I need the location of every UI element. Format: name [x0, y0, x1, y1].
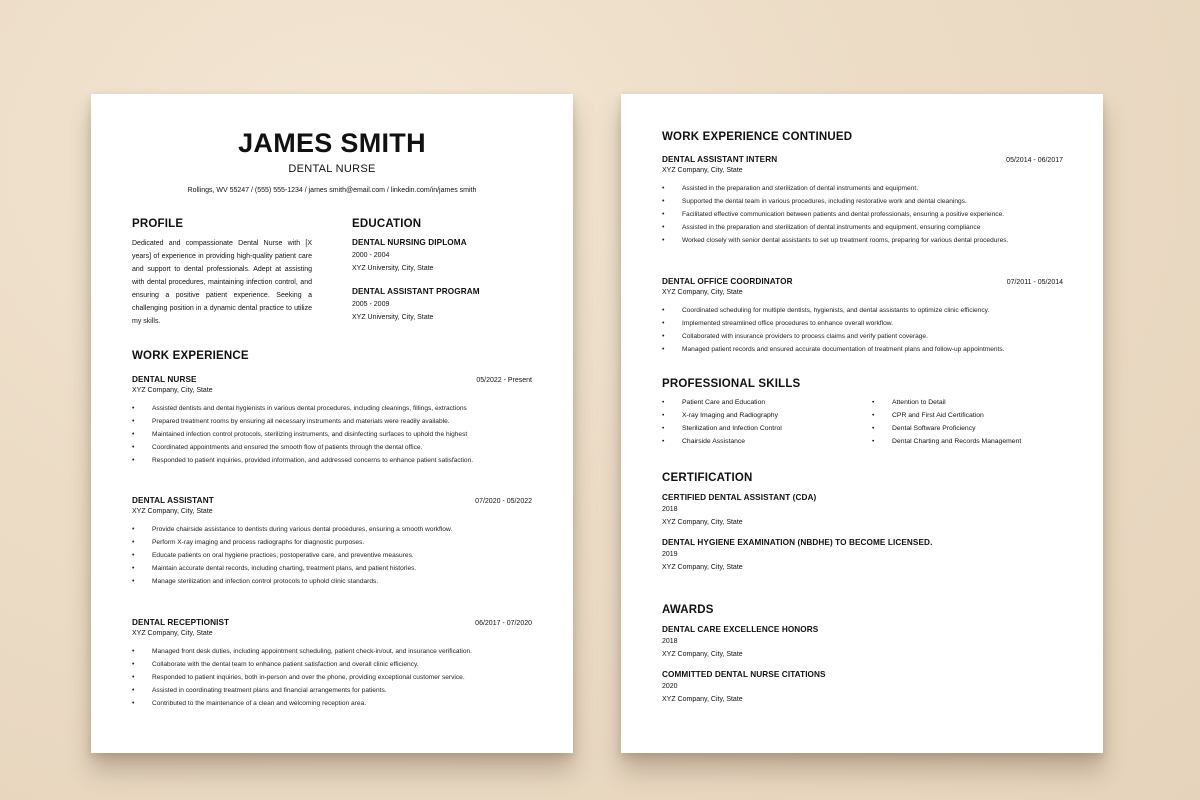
job-entry — [132, 496, 532, 588]
education-section — [352, 218, 542, 324]
job-entry — [132, 618, 532, 710]
job-bullet: • Managed front desk duties, including appointment scheduling, patient check-in/out, and insurance verification. — [132, 645, 532, 658]
job-bullet: • Contributed to the maintenance of a clean and welcoming reception area. — [132, 697, 532, 710]
resume-page-1 — [91, 94, 573, 753]
job-bullet: • Coordinated scheduling for multiple dentists, hygienists, and dental assistants to optimize clinic efficiency. — [662, 304, 1063, 317]
job-title: DENTAL RECEPTIONIST — [132, 618, 230, 627]
job-title: DENTAL ASSISTANT INTERN — [662, 155, 778, 164]
job-bullet: • Educate patients on oral hygiene practices, postoperative care, and preventive measures. — [132, 549, 532, 562]
skills-heading: PROFESSIONAL SKILLS — [662, 378, 801, 390]
skill-item: • Dental Software Proficiency — [872, 422, 1082, 435]
job-bullet: • Provide chairside assistance to dentists during various dental procedures, ensuring a smooth workflow. — [132, 523, 532, 536]
job-company: XYZ Company, City, State — [132, 387, 213, 394]
profile-heading: PROFILE — [132, 218, 184, 230]
job-bullet: • Perform X-ray imaging and process radiographs for diagnostic purposes. — [132, 536, 532, 549]
work-experience-heading-block — [132, 350, 532, 362]
job-dates: 05/2022 - Present — [476, 377, 532, 384]
job-bullet: • Supported the dental team in various procedures, including restorative work and dental cleanings. — [662, 195, 1063, 208]
awards-heading: AWARDS — [662, 604, 714, 616]
job-bullet: • Maintained infection control protocols, sterilizing instruments, and disinfecting surfaces to uphold the highest — [132, 428, 532, 441]
job-dates: 07/2020 - 05/2022 — [475, 498, 532, 505]
job-bullet: • Coordinated appointments and ensured the smooth flow of patients through the dental office. — [132, 441, 532, 454]
certification-place: XYZ Company, City, State — [662, 519, 743, 526]
job-company: XYZ Company, City, State — [662, 167, 743, 174]
job-bullets — [662, 304, 1063, 356]
certification-heading: CERTIFICATION — [662, 472, 753, 484]
job-company: XYZ Company, City, State — [132, 630, 213, 637]
resume-page-2 — [621, 94, 1103, 753]
certification-title: DENTAL HYGIENE EXAMINATION (NBDHE) TO BECOME LICENSED. — [662, 538, 933, 547]
job-bullet: • Maintain accurate dental records, including charting, treatment plans, and patient histories. — [132, 562, 532, 575]
skill-item: • CPR and First Aid Certification — [872, 409, 1082, 422]
job-bullet: • Assisted in coordinating treatment plans and financial arrangements for patients. — [132, 684, 532, 697]
job-title: DENTAL ASSISTANT — [132, 496, 214, 505]
profile-text: Dedicated and compassionate Dental Nurse with [X years] of experience in providing high-quality patient care and support to dental professionals. Adept at assisting with dental procedures, maintaining infection control, and ensuring a positive patient experience. Seeking a challenging position in a dynamic dental practice to utilize my skills. — [132, 240, 312, 325]
job-bullet: • Assisted in the preparation and sterilization of dental instruments and equipment, ensuring compliance — [662, 221, 1063, 234]
job-bullet: • Assisted dentists and dental hygienists in various dental procedures, including cleanings, fillings, extractions — [132, 402, 532, 415]
job-bullet: • Implemented streamlined office procedures to enhance overall workflow. — [662, 317, 1063, 330]
award-place: XYZ Company, City, State — [662, 651, 743, 658]
certification-item — [662, 538, 1062, 574]
job-dates: 05/2014 - 06/2017 — [1006, 157, 1063, 164]
candidate-name: JAMES SMITH — [238, 128, 426, 158]
certification-section — [662, 472, 1062, 574]
skills-section — [662, 378, 1082, 448]
skill-item: • Sterilization and Infection Control — [662, 422, 872, 435]
award-title: COMMITTED DENTAL NURSE CITATIONS — [662, 670, 826, 679]
job-bullet: • Prepared treatment rooms by ensuring all necessary instruments and materials were readily available. — [132, 415, 532, 428]
job-bullets — [662, 182, 1063, 247]
work-experience-heading: WORK EXPERIENCE — [132, 350, 249, 362]
skill-item: • Patient Care and Education — [662, 396, 872, 409]
job-bullet: • Manage sterilization and infection control protocols to uphold clinic standards. — [132, 575, 532, 588]
certification-title: CERTIFIED DENTAL ASSISTANT (CDA) — [662, 493, 817, 502]
job-bullet: • Facilitated effective communication between patients and dental professionals, ensuring a positive experience. — [662, 208, 1063, 221]
job-bullet: • Collaborate with the dental team to enhance patient satisfaction and overall clinic efficiency. — [132, 658, 532, 671]
skill-item: • Chairside Assistance — [662, 435, 872, 448]
certification-item — [662, 493, 1062, 529]
contact-line: Rollings, WV 55247 / (555) 555-1234 / james smith@email.com / linkedin.com/in/james smith — [187, 187, 477, 194]
job-company: XYZ Company, City, State — [662, 289, 743, 296]
education-heading: EDUCATION — [352, 218, 422, 230]
job-bullets — [132, 402, 532, 467]
job-bullet: • Worked closely with senior dental assistants to set up treatment rooms, preparing for various dental procedures. — [662, 234, 1063, 247]
job-dates: 07/2011 - 05/2014 — [1006, 279, 1063, 286]
job-bullet: • Managed patient records and ensured accurate documentation of treatment plans and follow-up appointments. — [662, 343, 1063, 356]
job-entry — [132, 375, 532, 467]
job-bullets — [132, 645, 532, 710]
job-entry — [662, 155, 1063, 247]
candidate-title: DENTAL NURSE — [288, 163, 376, 175]
award-item — [662, 625, 1062, 661]
skills-column-left — [662, 396, 872, 448]
skills-column-right — [872, 396, 1082, 448]
certification-place: XYZ Company, City, State — [662, 564, 743, 571]
certification-year: 2018 — [662, 506, 678, 513]
skill-item: • Attention to Detail — [872, 396, 1082, 409]
job-bullets — [132, 523, 532, 588]
award-title: DENTAL CARE EXCELLENCE HONORS — [662, 625, 819, 634]
education-place: XYZ University, City, State — [352, 265, 434, 272]
awards-section — [662, 604, 1062, 706]
education-item — [352, 238, 542, 275]
profile-section — [132, 218, 312, 328]
education-years: 2000 - 2004 — [352, 252, 390, 259]
certification-year: 2019 — [662, 551, 678, 558]
job-dates: 06/2017 - 07/2020 — [475, 620, 532, 627]
work-continued-heading: WORK EXPERIENCE CONTINUED — [662, 131, 853, 143]
education-title: DENTAL NURSING DIPLOMA — [352, 238, 467, 247]
skill-item: • X-ray Imaging and Radiography — [662, 409, 872, 422]
skill-item: • Dental Charting and Records Management — [872, 435, 1082, 448]
education-title: DENTAL ASSISTANT PROGRAM — [352, 287, 480, 296]
job-title: DENTAL OFFICE COORDINATOR — [662, 277, 793, 286]
job-title: DENTAL NURSE — [132, 375, 197, 384]
education-item — [352, 287, 542, 324]
job-entry — [662, 277, 1063, 356]
award-year: 2020 — [662, 683, 678, 690]
education-years: 2005 - 2009 — [352, 301, 390, 308]
job-bullet: • Assisted in the preparation and sterilization of dental instruments and equipment. — [662, 182, 1063, 195]
job-bullet: • Collaborated with insurance providers to process claims and verify patient coverage. — [662, 330, 1063, 343]
job-bullet: • Responded to patient inquiries, provided information, and addressed concerns to enhance patient satisfaction. — [132, 454, 532, 467]
job-bullet: • Responded to patient inquiries, both in-person and over the phone, providing exceptional customer service. — [132, 671, 532, 684]
job-company: XYZ Company, City, State — [132, 508, 213, 515]
award-item — [662, 670, 1062, 706]
work-continued-heading-block — [662, 131, 1062, 143]
education-place: XYZ University, City, State — [352, 314, 434, 321]
award-place: XYZ Company, City, State — [662, 696, 743, 703]
award-year: 2018 — [662, 638, 678, 645]
